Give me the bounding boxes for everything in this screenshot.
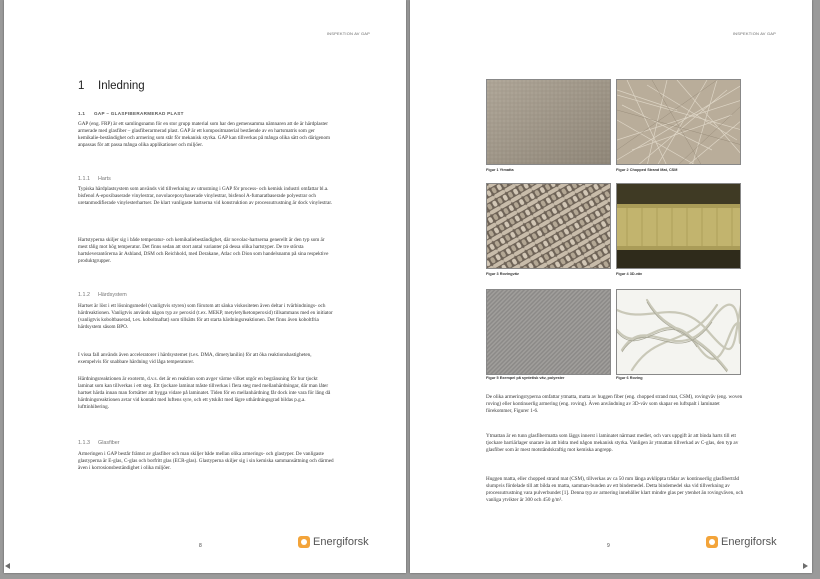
figure-caption: Figur 6 Roving — [616, 376, 643, 380]
paragraph: Hartstyperna skiljer sig i både temperatur- och kemikaliebeständighet, där novolac-hartserna generellt är den typ som är mest tålig mot hög temperatur. Det finns sedan att stort antal varianter på dessa olika hartstyper. De tre största hartsleverantörerna är Ashland, DSM och Reichhold, med Derakane, Atlac och Dion som handelsnamn på sina respektive produktgrupper. — [78, 237, 329, 264]
paragraph: Huggen matta, eller chopped strand mat (CSM), tillverkas av ca 50 mm långa avklippta trådar av kontinuerlig glasfibertråd slumpvis fördelade till att bilda en matta, samman-bunden av ett bindemedel. Detta bindemedel ska vid tillverkning av processutrustning vara pulverbundet [1]. Denna typ av armering innehåller klart mindre glas per ytenhet än rovingväven, och vanliga ytvikter är 300 och 450 g/m². — [486, 476, 744, 503]
subsection-number: 1.1.1 — [78, 176, 90, 182]
subsection-title: Glasfiber — [98, 440, 120, 446]
chapter-heading — [78, 80, 145, 92]
chapter-number: 1 — [78, 80, 85, 92]
page-8 — [4, 0, 406, 573]
subsection-heading-glasfiber — [78, 440, 120, 446]
figure-caption: Figur 2 Chopped Strand Mat, CSM — [616, 168, 678, 172]
paragraph: Härdningsreaktionen är exoterm, d.v.s. det är en reaktion som avger värme vilket utgör en begränsning för hur tjockt laminat som kan tillverkas i ett steg. Ett tjockare laminat måste tillverkas i flera steg med mellanhärdningar, där man låter hartset härda innan man fortsätter att bygga vidare på laminatet. Tiden för en mellanhärdning får dock inte vara för lång då härdningsreaktionen avtar vid kontakt med luftens syre, och ett ytskikt med lägre uthärdningsgrad bildas p.g.a. lufttinhibering. — [78, 376, 331, 410]
subsection-number: 1.1.2 — [78, 292, 90, 298]
subsection-number: 1.1.3 — [78, 440, 90, 446]
figure-caption: Figur 5 Exempel på syntetisk väv, polyester — [486, 376, 565, 380]
figure-syntetisk-vav-image — [486, 289, 611, 375]
figure-roving-image — [616, 289, 741, 375]
figure-caption: Figur 3 Rovingväv — [486, 272, 519, 276]
section-number: 1.1 — [78, 111, 86, 116]
subsection-title: Härdsystem — [98, 292, 127, 298]
energiforsk-logo — [298, 536, 369, 548]
paragraph: Armeringen i GAP består främst av glasfiber och man skiljer både mellan olika armerings- och glastyper. De vanligaste glastyperna är E-glas, C-glas och borfritt glas (ECR-glas). Glastyperna skiljer sig i sin kemiska sammansättning och därmed även i korrosionsbeständighet i olika miljöer. — [78, 451, 334, 471]
subsection-title: Harts — [98, 176, 111, 182]
paragraph: Hartset är löst i ett lösningsmedel (vanligtvis styren) som förutom att sänka viskositeten även deltar i tvärbindnings- och härdreaktionen. Vanligtvis används någon typ av peroxid (t.ex. MEKP, metyletylketonperoxid) tillsammans med en initiator (vanligtvis koboltbaserad, t.ex. koboltnaftat) som tillsätts för att starta härdningsreaktionen. Det finns även koboltfria härdsystem såsom BPO. — [78, 303, 333, 330]
energiforsk-logo-icon — [298, 536, 310, 548]
figure-caption: Figur 1 Ytmatta — [486, 168, 514, 172]
paragraph: Typiska härdplastsystem som används vid tillverkning av utrustning i GAP för process- och kemisk industri omfattar bl.a. bisfenol A-epoxibaserade vinylestrar, novolacepoxybaserade vinylestrar, bisfenol A-fumaratbaserade polyestrar och uretanmodifierade vinylesterhartser. De klart vanligaste hartserna vid konstruktion av processutrustning är dock vinylestrar. — [78, 186, 333, 206]
logo-text: Energiforsk — [313, 536, 369, 548]
figure-rovingvav-image — [486, 183, 611, 269]
section-title: GAP – GLASFIBERARMERAD PLAST — [94, 111, 184, 116]
previous-page-arrow-icon[interactable] — [5, 563, 10, 569]
figure-caption: Figur 4 3D-väv — [616, 272, 643, 276]
chapter-title: Inledning — [98, 80, 145, 92]
paragraph: Ytmattan är en tunn glasfibermatta som läggs innerst i laminatet närmast mediet, och vars uppgift är att binda harts till ett tjockare barriärlager snarare än att bidra med någon mekanisk styrka. Vanligen är ytmattan tillverkad av C-glas, den typ av glasfiber som är mest motståndskraftig mot kemiska angrepp. — [486, 433, 739, 453]
intro-paragraph: GAP (eng. FRP) är ett samlingsnamn för en stor grupp material som har den gemensamma nämnaren att de är härdplaster armerade med glasfiber – glasfiberarmerad plast. GAP är ett kompositmaterial bestående av en hartsmatris som ger kemikalie-beständighet och armering som står för mekanisk styrka. GAP kan tillverkas på många olika sätt och därigenom anpassas för att passa många olika applikationer och miljöer. — [78, 121, 331, 148]
running-header: INSPEKTION AV GAP — [732, 31, 776, 36]
section-heading — [78, 111, 184, 116]
energiforsk-logo — [706, 536, 777, 548]
page-number: 8 — [199, 543, 202, 549]
energiforsk-logo-icon — [706, 536, 718, 548]
page-number: 9 — [607, 543, 610, 549]
logo-text: Energiforsk — [721, 536, 777, 548]
figure-csm-image — [616, 79, 741, 165]
figure-3d-vav-image — [616, 183, 741, 269]
paragraph: De olika armeringstyperna omfattar ytmatta, matta av huggen fiber (eng. chopped strand mat, CSM), rovingväv (eng. woven roving) eller kontinuerlig armering (eng. roving). Även användning av 3D-väv som skapar en luftspalt i laminatet förekommer, Figurer 1-6. — [486, 394, 743, 414]
subsection-heading-harts — [78, 176, 111, 182]
next-page-arrow-icon[interactable] — [803, 563, 808, 569]
running-header: INSPEKTION AV GAP — [326, 31, 370, 36]
page-9 — [410, 0, 812, 573]
subsection-heading-hardsystem — [78, 292, 127, 298]
paragraph: I vissa fall används även acceleratorer i härdsystemet (t.ex. DMA, dimetylanilin) för att öka reaktionshastigheten, exempelvis för snabbare härdning vid låga temperaturer. — [78, 352, 312, 365]
figure-ytmatta-image — [486, 79, 611, 165]
